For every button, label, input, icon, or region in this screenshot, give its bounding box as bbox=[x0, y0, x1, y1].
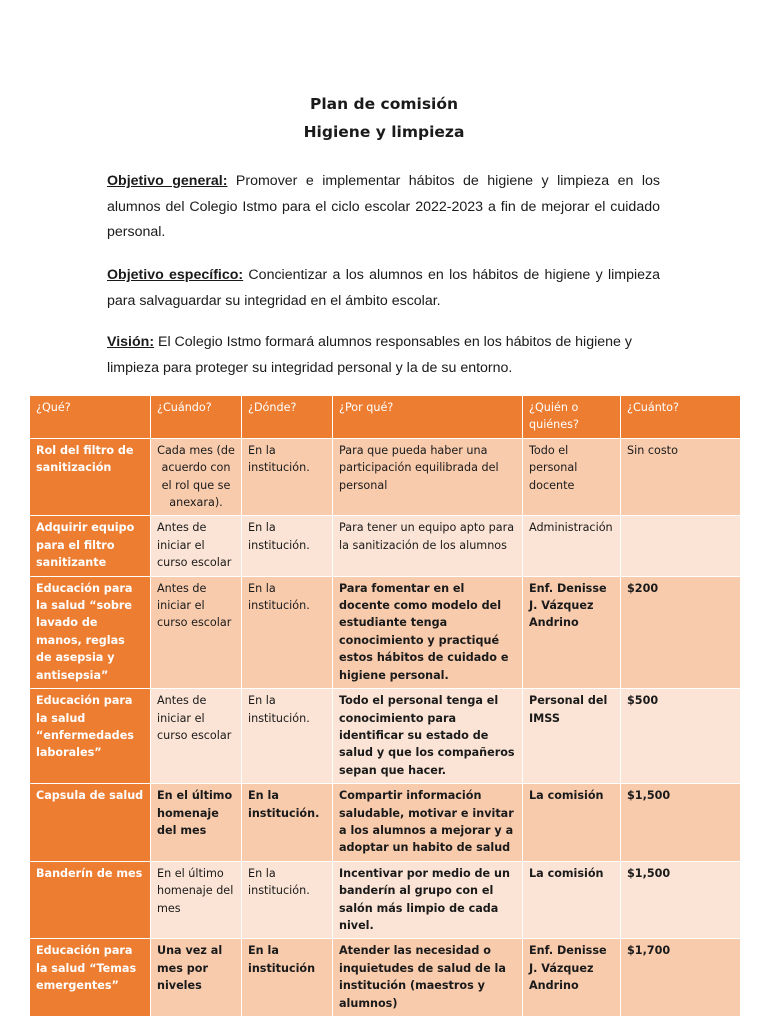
cell-donde: En la institución. bbox=[242, 861, 333, 939]
objetivo-general-text: Promover e implementar hábitos de higiene y limpieza en los alumnos del Colegio Istmo para el ciclo escolar 2022-2023 a fin de mejorar el cuidado personal. bbox=[107, 173, 661, 240]
table-row bbox=[30, 861, 741, 939]
cell-que: Educación para la salud “sobre lavado de manos, reglas de asepsia y antisepsia” bbox=[30, 576, 151, 688]
cell-donde: En la institución. bbox=[242, 784, 333, 862]
table-row bbox=[30, 939, 741, 1017]
vision-text: El Colegio Istmo formará alumnos responsables en los hábitos de higiene y limpieza para proteger su integridad personal y la de su entorno. bbox=[107, 334, 632, 376]
objetivo-especifico-text: Concientizar a los alumnos en los hábitos de higiene y limpieza para salvaguardar su integridad en el ámbito escolar. bbox=[107, 267, 660, 309]
objetivo-general-label: Objetivo general: bbox=[107, 173, 228, 189]
cell-que: Adquirir equipo para el filtro sanitizante bbox=[30, 516, 151, 576]
cell-por-que: Para que pueda haber una participación equilibrada del personal bbox=[333, 438, 523, 516]
cell-cuanto: $200 bbox=[621, 576, 741, 688]
table-header-row bbox=[30, 396, 741, 439]
cell-quien: Enf. Denisse J. Vázquez Andrino bbox=[523, 576, 621, 688]
document-subtitle: Higiene y limpieza bbox=[303, 123, 465, 141]
cell-donde: En la institución. bbox=[242, 516, 333, 576]
cell-quien: La comisión bbox=[523, 861, 621, 939]
header-cuando: ¿Cuándo? bbox=[151, 396, 242, 439]
cell-quien: Administración bbox=[523, 516, 621, 576]
cell-quien: Enf. Denisse J. Vázquez Andrino bbox=[523, 939, 621, 1017]
header-por-que: ¿Por qué? bbox=[333, 396, 523, 439]
cell-por-que: Incentivar por medio de un banderín al grupo con el salón más limpio de cada nivel. bbox=[333, 861, 523, 939]
cell-que: Educación para la salud “Temas emergentes” bbox=[30, 939, 151, 1017]
header-quien: ¿Quién o quiénes? bbox=[523, 396, 621, 439]
cell-por-que: Para fomentar en el docente como modelo del estudiante tenga conocimiento y practiqué estos hábitos de cuidado e higiene personal. bbox=[333, 576, 523, 688]
header-donde: ¿Dónde? bbox=[242, 396, 333, 439]
cell-por-que: Compartir información saludable, motivar e invitar a los alumnos a mejorar y a adoptar un habito de salud bbox=[333, 784, 523, 862]
cell-quien: La comisión bbox=[523, 784, 621, 862]
table-row bbox=[30, 784, 741, 862]
cell-cuanto: $1,500 bbox=[621, 784, 741, 862]
cell-donde: En la institución. bbox=[242, 689, 333, 784]
cell-donde: En la institución. bbox=[242, 438, 333, 516]
header-cuanto: ¿Cuánto? bbox=[621, 396, 741, 439]
objetivo-especifico-label: Objetivo específico: bbox=[107, 267, 244, 283]
cell-que: Banderín de mes bbox=[30, 861, 151, 939]
objetivo-general-paragraph bbox=[107, 169, 660, 246]
header-que: ¿Qué? bbox=[30, 396, 151, 439]
cell-quien: Personal del IMSS bbox=[523, 689, 621, 784]
objetivo-especifico-paragraph bbox=[107, 263, 660, 314]
cell-por-que: Todo el personal tenga el conocimiento para identificar su estado de salud y que los compañeros sepan que hacer. bbox=[333, 689, 523, 784]
cell-cuando: Antes de iniciar el curso escolar bbox=[151, 576, 242, 688]
cell-cuando: En el último homenaje del mes bbox=[151, 861, 242, 939]
cell-cuando: En el último homenaje del mes bbox=[151, 784, 242, 862]
table-row bbox=[30, 438, 741, 516]
cell-cuanto: Sin costo bbox=[621, 438, 741, 516]
cell-cuanto: $1,700 bbox=[621, 939, 741, 1017]
plan-table bbox=[29, 395, 741, 1017]
cell-cuando: Antes de iniciar el curso escolar bbox=[151, 516, 242, 576]
vision-label: Visión: bbox=[107, 334, 155, 350]
cell-que: Capsula de salud bbox=[30, 784, 151, 862]
cell-que: Rol del filtro de sanitización bbox=[30, 438, 151, 516]
table-row bbox=[30, 689, 741, 784]
cell-que: Educación para la salud “enfermedades laborales” bbox=[30, 689, 151, 784]
cell-quien: Todo el personal docente bbox=[523, 438, 621, 516]
vision-paragraph bbox=[107, 330, 660, 381]
cell-donde: En la institución. bbox=[242, 576, 333, 688]
table-row bbox=[30, 576, 741, 688]
cell-cuando: Cada mes (de acuerdo con el rol que se anexara). bbox=[151, 438, 242, 516]
cell-donde: En la institución bbox=[242, 939, 333, 1017]
cell-cuanto: $500 bbox=[621, 689, 741, 784]
cell-por-que: Para tener un equipo apto para la sanitización de los alumnos bbox=[333, 516, 523, 576]
cell-cuando: Antes de iniciar el curso escolar bbox=[151, 689, 242, 784]
table-row bbox=[30, 516, 741, 576]
cell-por-que: Atender las necesidad o inquietudes de salud de la institución (maestros y alumnos) bbox=[333, 939, 523, 1017]
document-title: Plan de comisión bbox=[309, 95, 459, 113]
cell-cuanto: $1,500 bbox=[621, 861, 741, 939]
cell-cuando: Una vez al mes por niveles bbox=[151, 939, 242, 1017]
cell-cuanto bbox=[621, 516, 741, 576]
